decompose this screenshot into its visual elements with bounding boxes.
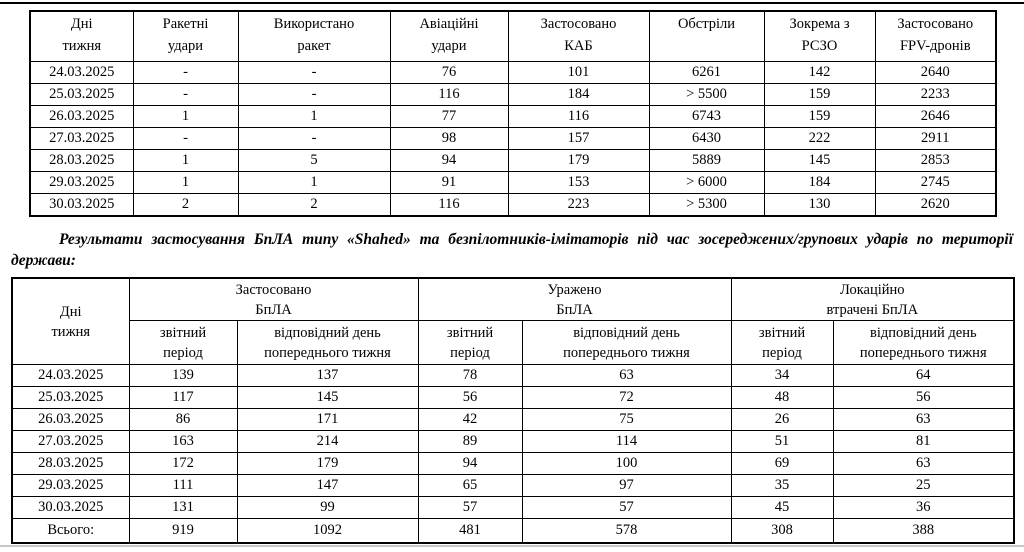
col-header-line: Ракетні — [162, 16, 209, 32]
value-cell: 97 — [522, 475, 731, 497]
table-row — [30, 62, 996, 84]
value-cell: 56 — [833, 387, 1014, 409]
top-horizontal-rule — [0, 2, 1024, 4]
value-cell: 2745 — [875, 172, 996, 194]
col-header-line: удари — [167, 38, 204, 54]
value-cell: 2911 — [875, 128, 996, 150]
group-header-line: Локаційно — [840, 281, 905, 298]
date-cell: 24.03.2025 — [30, 62, 133, 84]
col-header-line: удари — [431, 38, 467, 54]
value-cell: 2646 — [875, 106, 996, 128]
total-value-cell: 1092 — [237, 519, 418, 543]
value-cell: 131 — [129, 497, 237, 519]
value-cell: 81 — [833, 431, 1014, 453]
value-cell: 147 — [237, 475, 418, 497]
group-header-uav-used — [129, 278, 418, 321]
bottom-horizontal-rule — [0, 545, 1024, 547]
value-cell: 34 — [731, 365, 833, 387]
subheader-line: попереднього тижня — [859, 344, 987, 361]
date-cell: 24.03.2025 — [12, 365, 129, 387]
value-cell: 163 — [129, 431, 237, 453]
value-cell: 116 — [390, 84, 508, 106]
group-header-uav-hit — [418, 278, 731, 321]
col-header-days — [30, 11, 133, 62]
value-cell: 2853 — [875, 150, 996, 172]
group-header-line: БпЛА — [255, 301, 292, 318]
table-row — [12, 431, 1014, 453]
value-cell: 117 — [129, 387, 237, 409]
subheader-previous-week — [833, 321, 1014, 365]
value-cell: > 5500 — [649, 84, 764, 106]
subheader-previous-week — [237, 321, 418, 365]
value-cell: 184 — [764, 172, 875, 194]
value-cell: 36 — [833, 497, 1014, 519]
table-row — [12, 497, 1014, 519]
group-header-line: Уражено — [547, 281, 602, 298]
value-cell: 5 — [238, 150, 390, 172]
shahed-results-header — [12, 278, 1014, 365]
value-cell: 1 — [133, 106, 238, 128]
col-header-line: КАБ — [564, 38, 593, 54]
col-header-missiles-used — [238, 11, 390, 62]
col-header-line: тижня — [62, 38, 102, 54]
subheader-report-period — [418, 321, 522, 365]
col-header-line: Обстріли — [677, 16, 736, 32]
value-cell: 26 — [731, 409, 833, 431]
total-label-cell: Всього: — [12, 519, 129, 543]
col-header-line: Зокрема з — [789, 16, 850, 32]
value-cell: - — [238, 84, 390, 106]
value-cell: > 5300 — [649, 194, 764, 216]
table-row — [30, 172, 996, 194]
value-cell: 63 — [833, 409, 1014, 431]
value-cell: 2640 — [875, 62, 996, 84]
col-header-kab-used — [508, 11, 649, 62]
value-cell: 2233 — [875, 84, 996, 106]
total-value-cell: 308 — [731, 519, 833, 543]
col-header-air-strikes — [390, 11, 508, 62]
subheader-line: відповідний день — [869, 324, 977, 341]
value-cell: 100 — [522, 453, 731, 475]
strikes-summary-body — [30, 62, 996, 216]
col-header-line: Авіаційні — [419, 16, 479, 32]
value-cell: 75 — [522, 409, 731, 431]
value-cell: 1 — [238, 106, 390, 128]
value-cell: 1 — [133, 150, 238, 172]
value-cell: 63 — [522, 365, 731, 387]
table-row — [30, 84, 996, 106]
value-cell: 159 — [764, 84, 875, 106]
table-row — [12, 475, 1014, 497]
table-row — [12, 453, 1014, 475]
date-cell: 30.03.2025 — [12, 497, 129, 519]
value-cell: 172 — [129, 453, 237, 475]
col-header-line: ракет — [297, 38, 331, 54]
value-cell: 99 — [237, 497, 418, 519]
col-header-missile-strikes — [133, 11, 238, 62]
value-cell: 6743 — [649, 106, 764, 128]
date-cell: 26.03.2025 — [30, 106, 133, 128]
total-value-cell: 919 — [129, 519, 237, 543]
value-cell: 153 — [508, 172, 649, 194]
table-row — [30, 106, 996, 128]
value-cell: 116 — [390, 194, 508, 216]
value-cell: 45 — [731, 497, 833, 519]
value-cell: 2620 — [875, 194, 996, 216]
value-cell: 35 — [731, 475, 833, 497]
value-cell: 91 — [390, 172, 508, 194]
table-row — [30, 194, 996, 216]
col-header-mlrs — [764, 11, 875, 62]
value-cell: 157 — [508, 128, 649, 150]
date-cell: 26.03.2025 — [12, 409, 129, 431]
group-header-line: втрачені БпЛА — [826, 301, 919, 318]
value-cell: 57 — [418, 497, 522, 519]
value-cell: 2 — [133, 194, 238, 216]
value-cell: 56 — [418, 387, 522, 409]
value-cell: 89 — [418, 431, 522, 453]
value-cell: 6430 — [649, 128, 764, 150]
date-cell: 25.03.2025 — [30, 84, 133, 106]
value-cell: 51 — [731, 431, 833, 453]
col-header-line: Застосовано — [540, 16, 617, 32]
value-cell: 94 — [390, 150, 508, 172]
value-cell: - — [238, 128, 390, 150]
value-cell: - — [238, 62, 390, 84]
group-header-uav-lost — [731, 278, 1014, 321]
subheader-line: період — [762, 344, 802, 361]
value-cell: 94 — [418, 453, 522, 475]
subheader-line: звітний — [758, 324, 806, 341]
col-header-line: РСЗО — [801, 38, 838, 54]
table-row — [30, 150, 996, 172]
table-row — [12, 409, 1014, 431]
table-row — [30, 128, 996, 150]
subheader-line: попереднього тижня — [563, 344, 690, 361]
value-cell: 1 — [133, 172, 238, 194]
value-cell: 1 — [238, 172, 390, 194]
value-cell: 222 — [764, 128, 875, 150]
value-cell: 77 — [390, 106, 508, 128]
value-cell: - — [133, 62, 238, 84]
value-cell: 48 — [731, 387, 833, 409]
date-cell: 25.03.2025 — [12, 387, 129, 409]
shahed-results-table — [11, 277, 1015, 544]
col-header-line: FPV-дронів — [899, 38, 971, 54]
subheader-line: звітний — [159, 324, 207, 341]
value-cell: 142 — [764, 62, 875, 84]
value-cell: 111 — [129, 475, 237, 497]
date-cell: 30.03.2025 — [30, 194, 133, 216]
col-header-line: Застосовано — [897, 16, 974, 32]
value-cell: 5889 — [649, 150, 764, 172]
value-cell: 114 — [522, 431, 731, 453]
shahed-results-body — [12, 365, 1014, 543]
subheader-line: період — [163, 344, 203, 361]
value-cell: 159 — [764, 106, 875, 128]
subheader-line: відповідний день — [573, 324, 680, 341]
value-cell: 130 — [764, 194, 875, 216]
date-cell: 27.03.2025 — [30, 128, 133, 150]
value-cell: 214 — [237, 431, 418, 453]
date-cell: 28.03.2025 — [30, 150, 133, 172]
date-cell: 27.03.2025 — [12, 431, 129, 453]
value-cell: 86 — [129, 409, 237, 431]
shahed-results-heading: Результати застосування БпЛА типу «Shahed» та безпілотників-імітаторів під час зосереджених/групових ударів по території держави: — [11, 231, 1013, 269]
group-header-line: Застосовано — [235, 281, 312, 298]
total-value-cell: 388 — [833, 519, 1014, 543]
col-header-line: Використано — [273, 16, 355, 32]
subheader-report-period — [129, 321, 237, 365]
subheader-line: відповідний день — [274, 324, 381, 341]
value-cell: 145 — [764, 150, 875, 172]
value-cell: 6261 — [649, 62, 764, 84]
value-cell: 171 — [237, 409, 418, 431]
value-cell: 184 — [508, 84, 649, 106]
total-value-cell: 578 — [522, 519, 731, 543]
subheader-line: звітний — [446, 324, 494, 341]
col-header-days — [12, 278, 129, 365]
col-header-line: Дні — [70, 16, 93, 32]
subheader-previous-week — [522, 321, 731, 365]
value-cell: 78 — [418, 365, 522, 387]
value-cell: 2 — [238, 194, 390, 216]
value-cell: 101 — [508, 62, 649, 84]
total-value-cell: 481 — [418, 519, 522, 543]
value-cell: 57 — [522, 497, 731, 519]
subheader-line: період — [450, 344, 490, 361]
value-cell: 76 — [390, 62, 508, 84]
value-cell: 69 — [731, 453, 833, 475]
value-cell: 25 — [833, 475, 1014, 497]
value-cell: 137 — [237, 365, 418, 387]
subheader-line: попереднього тижня — [264, 344, 391, 361]
value-cell: 179 — [237, 453, 418, 475]
value-cell: 65 — [418, 475, 522, 497]
value-cell: 179 — [508, 150, 649, 172]
col-header-line: тижня — [51, 323, 91, 340]
value-cell: 64 — [833, 365, 1014, 387]
value-cell: 98 — [390, 128, 508, 150]
value-cell: 223 — [508, 194, 649, 216]
value-cell: 72 — [522, 387, 731, 409]
value-cell: 42 — [418, 409, 522, 431]
date-cell: 29.03.2025 — [12, 475, 129, 497]
strikes-summary-header — [30, 11, 996, 62]
total-row — [12, 519, 1014, 543]
group-header-line: БпЛА — [556, 301, 593, 318]
value-cell: 145 — [237, 387, 418, 409]
date-cell: 29.03.2025 — [30, 172, 133, 194]
subheader-report-period — [731, 321, 833, 365]
table-row — [12, 387, 1014, 409]
value-cell: 63 — [833, 453, 1014, 475]
date-cell: 28.03.2025 — [12, 453, 129, 475]
value-cell: 139 — [129, 365, 237, 387]
strikes-summary-table — [29, 10, 997, 217]
col-header-shellings — [649, 11, 764, 62]
value-cell: 116 — [508, 106, 649, 128]
col-header-fpv-drones — [875, 11, 996, 62]
value-cell: - — [133, 84, 238, 106]
value-cell: > 6000 — [649, 172, 764, 194]
value-cell: - — [133, 128, 238, 150]
col-header-line: Дні — [59, 303, 82, 320]
table-row — [12, 365, 1014, 387]
